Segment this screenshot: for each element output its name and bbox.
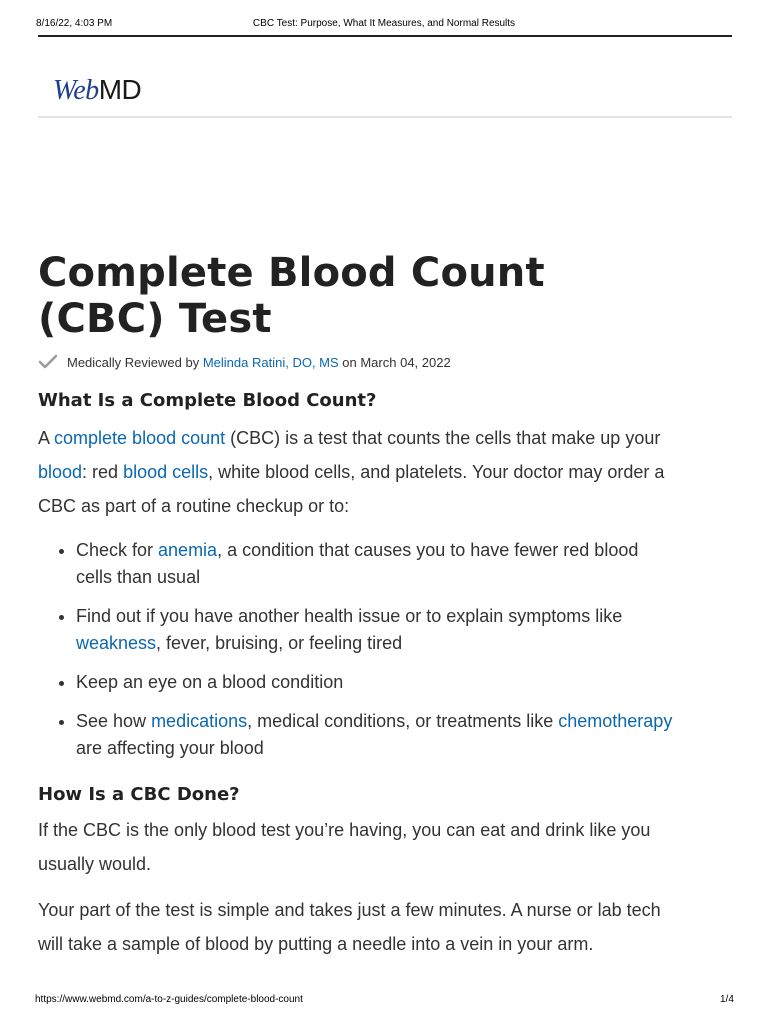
check-icon [38,354,58,370]
list-item-text: Check for [76,540,159,560]
intro-text-3: : red [82,462,124,482]
reviewer-link[interactable]: Melinda Ratini, DO, MS [202,354,339,370]
section-heading-what-is-cbc: What Is a Complete Blood Count? [38,390,377,411]
list-item-text: See how [76,711,152,731]
paragraph-test-procedure: Your part of the test is simple and takes just a few minutes. A nurse or lab tech will take a sample of blood by putting a needle into a vein in your arm. [38,900,661,954]
intro-text-2: (CBC) is a test that counts the cells that make up your [225,428,661,448]
intro-text-1: A [38,428,55,448]
anemia-link[interactable]: anemia [158,540,218,560]
weakness-link[interactable]: weakness [76,633,157,653]
medical-review-line [38,354,678,370]
list-item-text: are affecting your blood [76,738,264,758]
article-title: Complete Blood Count (CBC) Test [38,250,545,342]
intro-paragraph [38,421,678,523]
complete-blood-count-link[interactable]: complete blood count [54,428,226,448]
chemotherapy-link[interactable]: chemotherapy [558,711,673,731]
reasons-list [38,537,678,762]
blood-cells-link[interactable]: blood cells [123,462,209,482]
list-item [76,669,678,696]
review-prefix: Medically Reviewed by [67,354,203,370]
list-item [76,708,678,762]
logo-web-text: Web [53,75,99,106]
paragraph-eat-drink: If the CBC is the only blood test you’re having, you can eat and drink like you usually would. [38,820,651,874]
print-header [0,0,768,36]
header-divider [38,116,732,118]
list-item-text: , fever, bruising, or feeling tired [156,633,403,653]
print-page-title: CBC Test: Purpose, What It Measures, and Normal Results [252,18,516,29]
section-heading-how-cbc-done: How Is a CBC Done? [38,784,240,805]
blood-link[interactable]: blood [38,462,83,482]
logo-md-text: MD [98,74,142,105]
list-item-text: Keep an eye on a blood condition [76,672,344,692]
medications-link[interactable]: medications [151,711,248,731]
print-datetime: 8/16/22, 4:03 PM [36,18,113,29]
article [38,250,678,961]
list-item-text: , a condition that causes you to have fewer red blood cells than usual [76,540,639,587]
list-item-text: , medical conditions, or treatments like [247,711,559,731]
list-item [76,537,678,591]
list-item [76,603,678,657]
print-url: https://www.webmd.com/a-to-z-guides/complete-blood-count [35,994,303,1005]
print-header-rule [38,35,732,37]
webmd-logo[interactable] [53,74,141,107]
intro-text-4: , white blood cells, and platelets. Your doctor may order a CBC as part of a routine checkup or to: [38,462,665,516]
print-page-number: 1/4 [720,994,734,1005]
list-item-text: Find out if you have another health issue or to explain symptoms like [76,606,623,626]
review-date: on March 04, 2022 [338,354,451,370]
